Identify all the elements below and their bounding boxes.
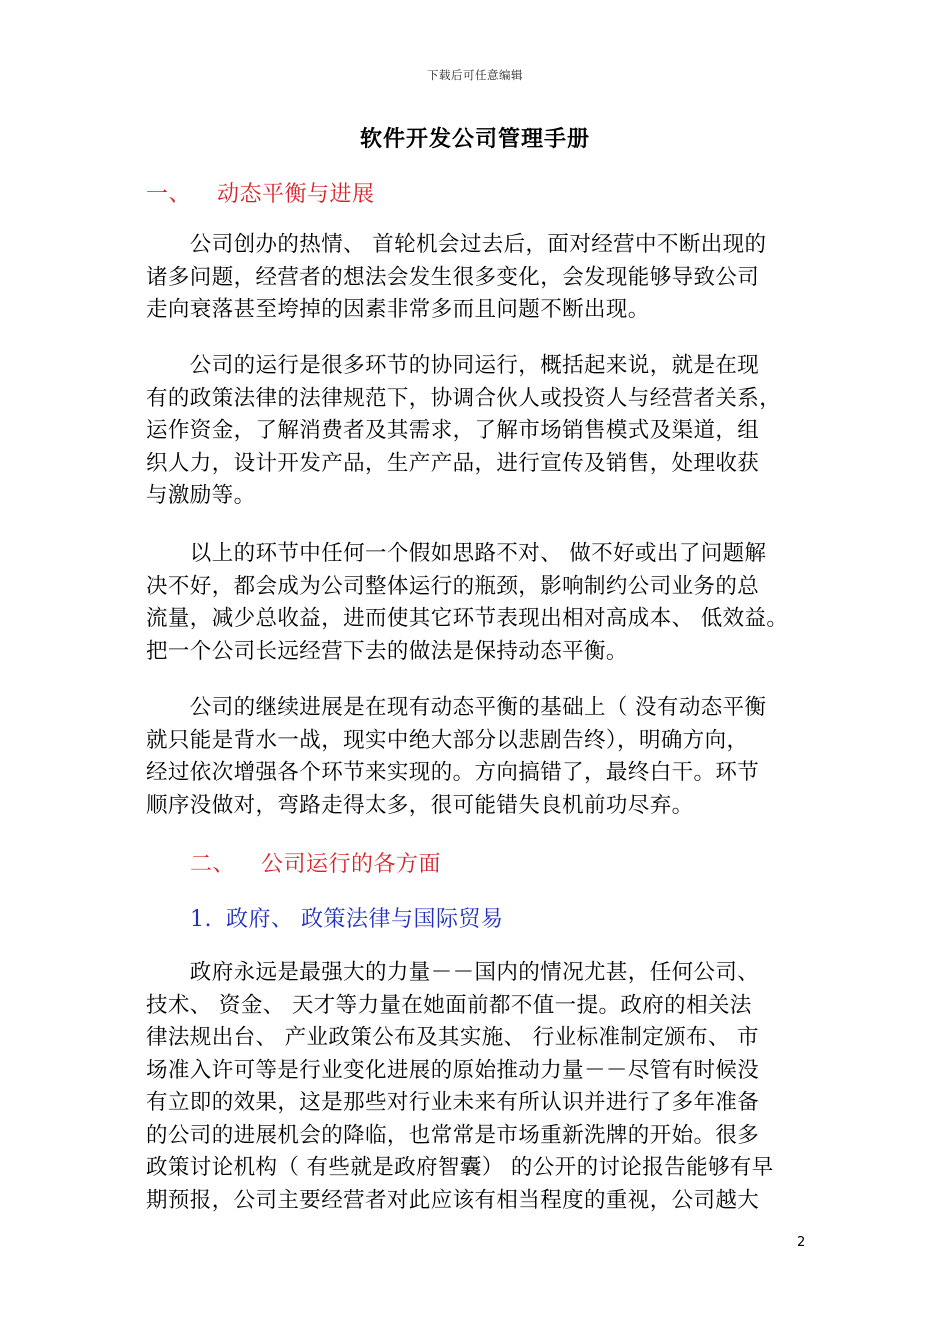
paragraph-2: [146, 350, 814, 513]
paragraph-line: 经过依次增强各个环节来实现的。方向搞错了，最终白干。环节: [146, 760, 760, 785]
section-number: 一、: [146, 182, 192, 207]
paragraph-line: 运作资金，了解消费者及其需求，了解市场销售模式及渠道，组: [146, 418, 760, 443]
paragraph-line: 决不好，都会成为公司整体运行的瓶颈，影响制约公司业务的总: [146, 573, 760, 599]
page-number: 2: [797, 1235, 806, 1250]
paragraph-line: 顺序没做对，弯路走得太多，很可能错失良机前功尽弃。: [146, 792, 694, 818]
paragraph-line: 公司创办的热情、 首轮机会过去后，面对经营中不断出现的: [146, 232, 767, 257]
header-note: 下载后可任意编辑: [427, 68, 523, 82]
subsection-heading-1: [190, 902, 504, 933]
paragraph-3: [146, 538, 814, 668]
paragraph-4: [146, 692, 814, 822]
paragraph-line: 公司的继续进展是在现有动态平衡的基础上（ 没有动态平衡: [146, 695, 767, 720]
section-heading-2: [190, 847, 441, 878]
paragraph-line: 公司的运行是很多环节的协同运行，概括起来说，就是在现: [146, 353, 760, 378]
paragraph-line: 技术、 资金、 天才等力量在她面前都不值一提。政府的相关法: [146, 992, 752, 1018]
paragraph-line: 政府永远是最强大的力量－－国内的情况尤甚，任何公司、: [146, 960, 760, 985]
paragraph-line: 就只能是背水一战，现实中绝大部分以悲剧告终），明确方向，: [146, 727, 749, 753]
subsection-number: 1.: [190, 907, 212, 932]
section-number: 二、: [190, 852, 236, 877]
section-title: 动态平衡与进展: [217, 182, 375, 207]
paragraph-line: 的公司的进展机会的降临，也常常是市场重新洗牌的开始。很多: [146, 1122, 760, 1148]
paragraph-line: 有立即的效果，这是那些对行业未来有所认识并进行了多年准备: [146, 1090, 760, 1115]
paragraph-line: 流量，减少总收益，进而使其它环节表现出相对高成本、 低效益。: [146, 606, 789, 631]
paragraph-line: 以上的环节中任何一个假如思路不对、 做不好或出了问题解: [146, 541, 767, 566]
subsection-title: 政府、 政策法律与国际贸易: [226, 907, 504, 932]
section-heading-1: [146, 177, 375, 208]
section-title: 公司运行的各方面: [261, 852, 442, 877]
paragraph-line: 走向衰落甚至垮掉的因素非常多而且问题不断出现。: [146, 297, 650, 322]
paragraph-government: [146, 957, 814, 1217]
paragraph-line: 场准入许可等是行业变化进展的原始推动力量－－尽管有时候没: [146, 1057, 760, 1083]
paragraph-line: 把一个公司长远经营下去的做法是保持动态平衡。: [146, 638, 628, 664]
paragraph-line: 与激励等。: [146, 483, 256, 508]
paragraph-1: [146, 229, 814, 327]
paragraph-line: 有的政策法律的法律规范下，协调合伙人或投资人与经营者关系，: [146, 385, 782, 411]
paragraph-line: 诸多问题，经营者的想法会发生很多变化，会发现能够导致公司: [146, 264, 760, 290]
paragraph-line: 织人力，设计开发产品，生产产品，进行宣传及销售，处理收获: [146, 450, 760, 476]
document-title: 软件开发公司管理手册: [359, 127, 590, 152]
paragraph-line: 律法规出台、 产业政策公布及其实施、 行业标准制定颁布、 市: [146, 1025, 760, 1050]
paragraph-line: 期预报，公司主要经营者对此应该有相当程度的重视，公司越大: [146, 1187, 760, 1213]
paragraph-line: 政策讨论机构（ 有些就是政府智囊） 的公开的讨论报告能够有早: [146, 1155, 774, 1180]
